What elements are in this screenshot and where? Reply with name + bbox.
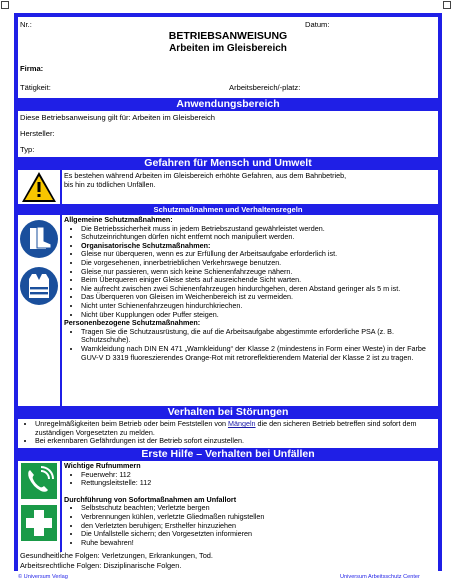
list-item: • Feuerwehr: 112 [81, 471, 434, 480]
erste-hilfe-text [62, 461, 438, 561]
arbeitsbereich-label: Arbeitsbereich/-platz: [229, 83, 301, 92]
erste-hilfe-section [18, 461, 438, 561]
hersteller-label: Hersteller: [20, 129, 55, 138]
title-block [18, 17, 438, 98]
list-item: • Bei erkennbaren Gefährdungen ist der Betrieb sofort einzustellen. [35, 437, 434, 446]
section-header-anwendungsbereich: Anwendungsbereich [176, 98, 280, 110]
schutz-personenbezogen-title: Personenbezogene Schutzmaßnahmen: [64, 318, 201, 328]
sofortmassnahmen-title: Durchführung von Sofortmaßnahmen am Unfallort [64, 494, 237, 504]
section-header-stoerungen: Verhalten bei Störungen [167, 406, 289, 418]
schutz-personenbezogen-list [64, 328, 434, 362]
schutz-allgemein-title: Allgemeine Schutzmaßnahmen: [64, 215, 173, 224]
folgen-section [18, 551, 438, 571]
list-item [35, 420, 434, 437]
safety-vest-icon [18, 265, 60, 307]
taetigkeit-label: Tätigkeit: [20, 83, 51, 92]
schutz-allgemein-list [64, 225, 434, 320]
maengel-link[interactable]: Mängeln [227, 419, 256, 428]
rufnummern-list [64, 471, 434, 488]
footer-publisher: © Universum Verlag [18, 574, 68, 580]
section-header-erste-hilfe: Erste Hilfe – Verhalten bei Unfällen [141, 448, 315, 460]
folgen-gesundheitlich: Gesundheitliche Folgen: Verletzungen, Erkrankungen, Tod. [20, 552, 436, 561]
list-item: • Warnkleidung nach DIN EN 471 „Warnkleidung“ der Klasse 2 (mindestens in Form einer Weste) in der Farbe GUV-V D 3319 fluoreszierendes Orange-Rot mit retroreflektierendem Material der Klasse 2 ist zu tragen. [81, 345, 434, 362]
folgen-arbeitsrechtlich: Arbeitsrechtliche Folgen: Disziplinarische Folgen. [20, 561, 182, 570]
nr-label: Nr.: [20, 20, 32, 29]
list-item: • Nie aufrecht zwischen zwei Schienenfahrzeugen hindurchgehen, deren Abstand geringer als 5 m ist. [81, 285, 434, 294]
anwendung-scope-line: Diese Betriebsanweisung gilt für: Arbeiten im Gleisbereich [20, 113, 216, 122]
schutz-text [62, 215, 438, 406]
stoerungen-item1-post: die den sicheren Betrieb betreffen sind sofort dem zuständigen Vorgesetzten zu melden. [35, 419, 417, 437]
sofortmassnahmen-list [64, 504, 434, 547]
gefahren-section [18, 170, 438, 204]
schutz-section [18, 215, 438, 406]
operating-instruction-sheet [14, 13, 442, 571]
schutz-organisatorisch-title: • Organisatorische Schutzmaßnahmen: [81, 242, 434, 251]
anwendungsbereich-section [18, 111, 438, 157]
section-header-schutzmassnahmen: Schutzmaßnahmen und Verhaltensregeln [153, 205, 303, 214]
list-item: • Gleise nur überqueren, wenn es zur Erfüllung der Arbeitsaufgabe erforderlich ist. [81, 250, 434, 259]
list-item: • Nicht über Kupplungen oder Puffer steigen. [81, 311, 434, 320]
stoerungen-item1-pre: Unregelmäßigkeiten beim Betrieb oder beim Feststellen von [35, 419, 228, 428]
erste-hilfe-icon-cell [18, 461, 60, 561]
list-item: • Schutzeinrichtungen dürfen nicht entfernt noch manipuliert werden. [81, 233, 434, 242]
list-item: • Rettungsleitstelle: 112 [81, 479, 434, 488]
schutz-icon-cell [18, 215, 60, 406]
list-item: • Die Unfallstelle sichern; den Vorgesetzten informieren [81, 530, 434, 539]
document-title: BETRIEBSANWEISUNG [168, 30, 288, 42]
list-item: • Die vorgesehenen, innerbetrieblichen Verkehrswege benutzen. [81, 259, 434, 268]
warning-triangle-icon [18, 170, 60, 204]
typ-label: Typ: [20, 145, 35, 154]
stoerungen-list [18, 420, 434, 446]
safety-boots-icon [18, 218, 60, 260]
emergency-phone-icon [21, 463, 57, 499]
first-aid-cross-icon [21, 505, 57, 541]
firma-label: Firma: [20, 64, 44, 73]
page-corner-marker [1, 1, 9, 9]
list-item: • Gleise nur passieren, wenn sich keine Schienenfahrzeuge nähern. [81, 268, 434, 277]
list-item: • Selbstschutz beachten; Verletzte bergen [81, 504, 434, 513]
list-item: • Beim Überqueren einiger Gleise stets auf ausreichende Sicht warten. [81, 276, 434, 285]
datum-label: Datum: [305, 20, 330, 29]
footer-center-name: Universum Arbeitsschutz Center [340, 574, 420, 580]
list-item: • Die Betriebssicherheit muss in jedem Betriebszustand gewährleistet werden. [81, 225, 434, 234]
gefahren-text: Es bestehen während Arbeiten im Gleisbereich erhöhte Gefahren, aus dem Bahnbetrieb, bis hin zu tödlichen Unfällen. [62, 170, 438, 204]
list-item: • Verbrennungen kühlen, verletzte Gliedmaßen ruhigstellen [81, 513, 434, 522]
list-item: • Ruhe bewahren! [81, 539, 434, 548]
document-subtitle: Arbeiten im Gleisbereich [169, 43, 287, 54]
list-item: • den Verletzten beruhigen; Ersthelfer hinzuziehen [81, 522, 434, 531]
page-corner-marker [443, 1, 451, 9]
section-header-gefahren: Gefahren für Mensch und Umwelt [144, 157, 312, 169]
stoerungen-section [18, 419, 438, 448]
list-item: • Tragen Sie die Schutzausrüstung, die auf die Arbeitsaufgabe abgestimmte erforderliche PSA (z. B. Schutzschuhe). [81, 328, 434, 345]
gefahren-icon-cell [18, 170, 60, 204]
rufnummern-title: Wichtige Rufnummern [64, 461, 141, 470]
list-item: • Das Überqueren von Gleisen im Weichenbereich ist zu vermeiden. [81, 293, 434, 302]
list-item: • Nicht unter Schienenfahrzeugen hindurchkriechen. [81, 302, 434, 311]
